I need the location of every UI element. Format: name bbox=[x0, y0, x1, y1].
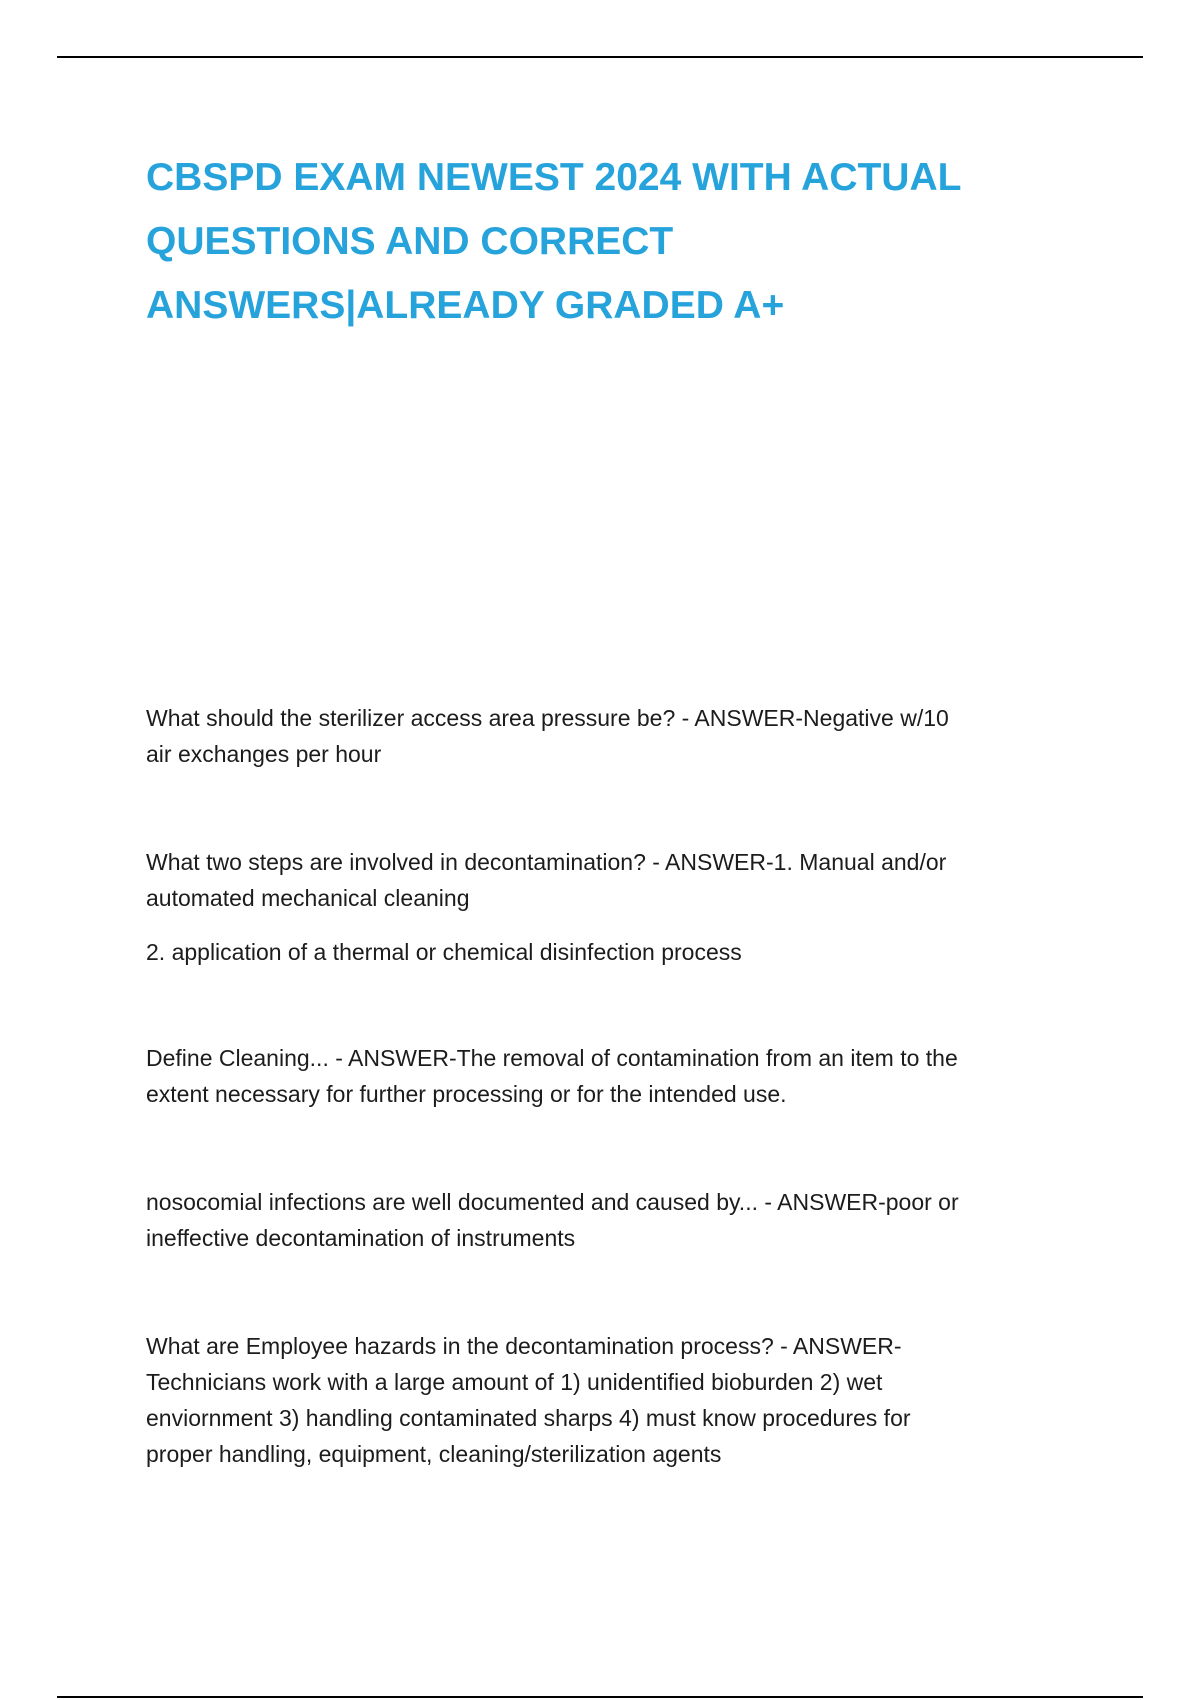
title-line: QUESTIONS AND CORRECT bbox=[146, 220, 674, 263]
qa-line: proper handling, equipment, cleaning/sterilization agents bbox=[146, 1441, 722, 1467]
qa-line: automated mechanical cleaning bbox=[146, 885, 470, 911]
qa-text bbox=[146, 1040, 1076, 1112]
qa-line: What are Employee hazards in the decontamination process? - ANSWER- bbox=[146, 1333, 902, 1359]
qa-text bbox=[146, 1184, 1076, 1256]
bottom-rule bbox=[57, 1696, 1143, 1698]
qa-item bbox=[146, 700, 1076, 772]
qa-line: Define Cleaning... - ANSWER-The removal of contamination from an item to the bbox=[146, 1045, 958, 1071]
qa-item bbox=[146, 1328, 1076, 1472]
qa-line: nosocomial infections are well documented and caused by... - ANSWER-poor or bbox=[146, 1189, 959, 1215]
document-title bbox=[146, 146, 1046, 338]
qa-text bbox=[146, 1328, 1076, 1472]
qa-item bbox=[146, 1184, 1076, 1256]
qa-item bbox=[146, 1040, 1076, 1112]
title-line: ANSWERS|ALREADY GRADED A+ bbox=[146, 284, 785, 327]
qa-line: extent necessary for further processing or for the intended use. bbox=[146, 1081, 787, 1107]
qa-text bbox=[146, 700, 1076, 772]
qa-item bbox=[146, 844, 1076, 970]
qa-line: ineffective decontamination of instruments bbox=[146, 1225, 576, 1251]
qa-text bbox=[146, 844, 1076, 916]
qa-line: air exchanges per hour bbox=[146, 741, 382, 767]
qa-line: enviornment 3) handling contaminated sharps 4) must know procedures for bbox=[146, 1405, 911, 1431]
qa-line: What should the sterilizer access area pressure be? - ANSWER-Negative w/10 bbox=[146, 705, 949, 731]
qa-line: Technicians work with a large amount of 1) unidentified bioburden 2) wet bbox=[146, 1369, 883, 1395]
title-line: CBSPD EXAM NEWEST 2024 WITH ACTUAL bbox=[146, 156, 962, 199]
top-rule bbox=[57, 56, 1143, 58]
qa-answer-continuation bbox=[146, 934, 1076, 970]
qa-line: 2. application of a thermal or chemical disinfection process bbox=[146, 939, 742, 965]
qa-line: What two steps are involved in decontamination? - ANSWER-1. Manual and/or bbox=[146, 849, 947, 875]
